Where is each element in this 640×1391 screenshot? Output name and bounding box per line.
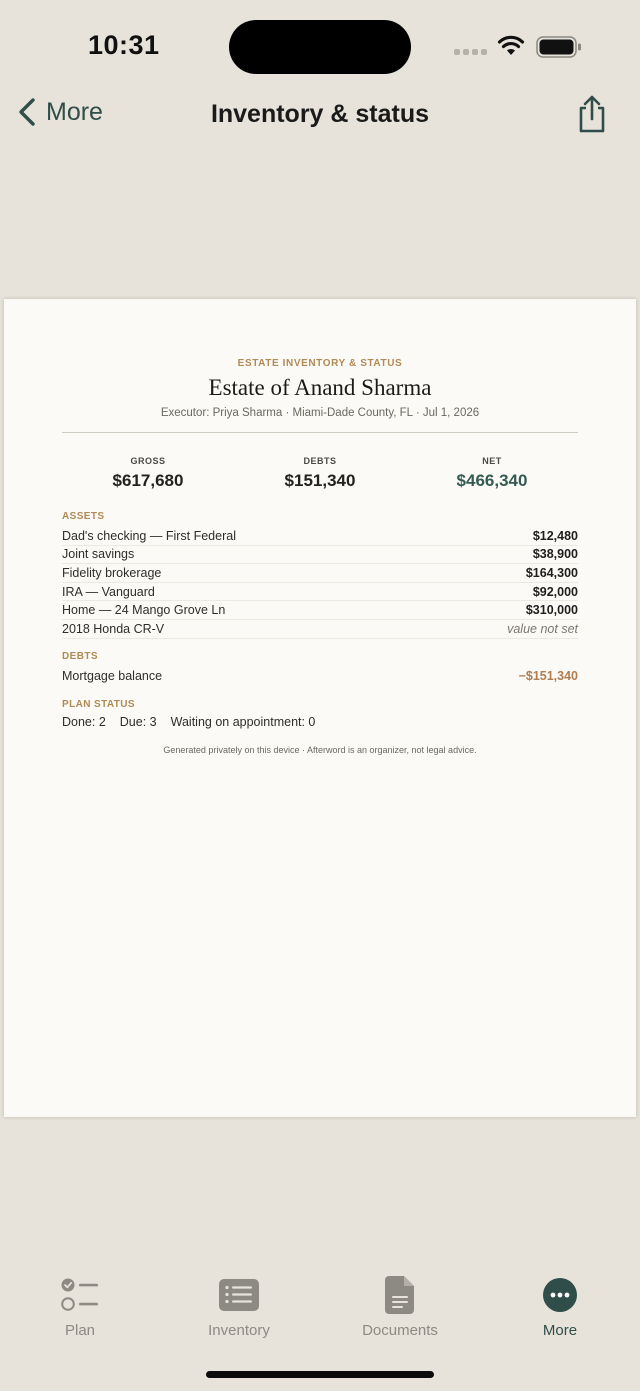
debt-amount: −$151,340 (518, 669, 578, 684)
assets-list (62, 527, 578, 639)
total-value: $151,340 (284, 471, 356, 490)
asset-name: Home — 24 Mango Grove Ln (62, 603, 226, 618)
status-time: 10:31 (88, 30, 160, 60)
document-icon (385, 1276, 415, 1314)
asset-row (62, 546, 578, 565)
tab-documents[interactable] (340, 1272, 460, 1339)
asset-name: Dad's checking — First Federal (62, 528, 236, 543)
asset-row (62, 564, 578, 583)
tab-label: Inventory (208, 1322, 270, 1339)
list-card-icon (219, 1279, 259, 1311)
asset-amount: $310,000 (525, 603, 578, 618)
plan-status-summary (62, 715, 315, 729)
tab-label: Documents (362, 1322, 438, 1339)
asset-row (62, 583, 578, 602)
total-net (406, 456, 578, 491)
asset-name: Joint savings (62, 547, 135, 562)
total-debts (234, 456, 406, 491)
debt-name: Mortgage balance (62, 669, 163, 684)
document-eyebrow: ESTATE INVENTORY & STATUS (237, 358, 403, 369)
total-label: GROSS (130, 456, 166, 466)
battery-icon (536, 36, 582, 58)
asset-name: 2018 Honda CR-V (62, 621, 165, 636)
back-button-label: More (46, 97, 103, 126)
navigation-bar (0, 92, 640, 140)
dynamic-island (229, 20, 411, 74)
page-title: Inventory & status (210, 100, 430, 128)
tab-label: Plan (64, 1322, 96, 1339)
debts-list (62, 667, 578, 686)
plan-status-done: Done: 2 (62, 715, 106, 729)
debts-section-label: DEBTS (62, 651, 98, 662)
share-icon (574, 94, 610, 134)
total-value: $617,680 (112, 471, 184, 490)
plan-status-due: Due: 3 (119, 715, 157, 729)
asset-amount: $12,480 (532, 528, 578, 543)
asset-row (62, 527, 578, 546)
asset-row (62, 620, 578, 639)
total-value: $466,340 (456, 471, 528, 490)
document-title: Estate of Anand Sharma (208, 375, 432, 400)
document-subtitle: Executor: Priya Sharma · Miami-Dade County, FL · Jul 1, 2026 (160, 407, 480, 419)
wifi-icon (497, 35, 525, 57)
asset-amount: value not set (507, 621, 578, 636)
asset-row (62, 601, 578, 620)
plan-status-waiting: Waiting on appointment: 0 (170, 715, 316, 729)
more-dots-icon (542, 1277, 578, 1313)
asset-amount: $164,300 (525, 565, 578, 580)
tab-label: More (542, 1322, 578, 1339)
plan-status-section-label: PLAN STATUS (62, 699, 135, 710)
document-preview (4, 299, 636, 1117)
tab-inventory[interactable] (179, 1272, 299, 1339)
asset-name: IRA — Vanguard (62, 584, 155, 599)
share-button[interactable] (574, 94, 610, 139)
home-indicator[interactable] (206, 1371, 434, 1378)
disclaimer-note: Generated privately on this device · Afterword is an organizer, not legal advice. (163, 745, 477, 755)
total-gross (62, 456, 234, 491)
cellular-signal-icon (454, 49, 487, 55)
total-label: DEBTS (303, 456, 337, 466)
asset-amount: $38,900 (532, 547, 578, 562)
asset-amount: $92,000 (532, 584, 578, 599)
assets-section-label: ASSETS (62, 511, 105, 522)
totals-summary (62, 456, 578, 491)
asset-name: Fidelity brokerage (62, 565, 162, 580)
checklist-icon (60, 1277, 100, 1313)
tab-bar (0, 1272, 640, 1352)
divider (62, 432, 578, 433)
total-label: NET (482, 456, 502, 466)
tab-more[interactable] (500, 1272, 620, 1339)
debt-row (62, 667, 578, 686)
status-bar (0, 0, 640, 96)
tab-plan[interactable] (20, 1272, 140, 1339)
